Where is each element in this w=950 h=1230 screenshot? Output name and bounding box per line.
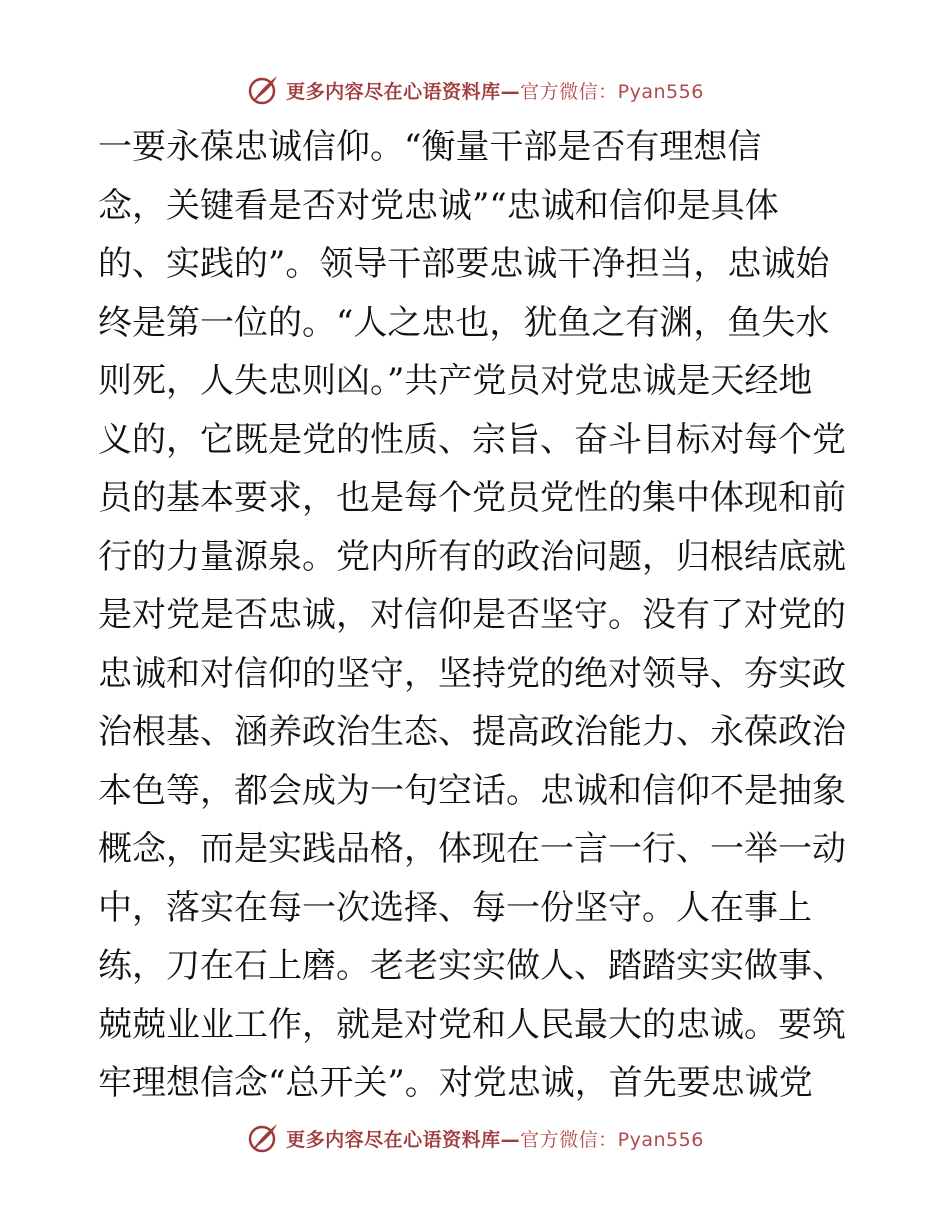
text-line: 牢理想信念“总开关”。对党忠诚，首先要忠诚党 [98, 1063, 813, 1103]
header-wechat: 官方微信：Pyan556 [520, 80, 704, 103]
feather-quill-logo-icon [246, 73, 280, 107]
feather-quill-logo-icon [246, 1121, 280, 1155]
text-line: 终是第一位的。“人之忠也，犹鱼之有渊，鱼失水 [98, 302, 830, 343]
footer-separator: — [500, 1128, 521, 1151]
text-line: 本色等，都会成为一句空话。忠诚和信仰不是抽象 [98, 770, 846, 811]
text-line: 的、实践的”。领导干部要忠诚干净担当，忠诚始 [98, 244, 830, 284]
text-line: 一要永葆忠诚信仰。“衡量干部是否有理想信 [98, 127, 762, 167]
text-line: 员的基本要求，也是每个党员党性的集中体现和前 [98, 478, 846, 518]
text-line: 概念，而是实践品格，体现在一言一行、一举一动 [98, 829, 846, 869]
footer-wechat: 官方微信：Pyan556 [520, 1128, 704, 1151]
header-site-name: 更多内容尽在心语资料库 [286, 80, 501, 103]
header-text [286, 77, 704, 104]
document-body [98, 118, 858, 1113]
text-line: 义的，它既是党的性质、宗旨、奋斗目标对每个党 [98, 419, 846, 460]
footer-text [286, 1125, 704, 1152]
text-line: 兢兢业业工作，就是对党和人民最大的忠诚。要筑 [98, 1004, 846, 1045]
text-line: 行的力量源泉。党内所有的政治问题，归根结底就 [98, 536, 846, 577]
text-line: 治根基、涵养政治生态、提高政治能力、永葆政治 [98, 712, 846, 752]
text-line: 则死，人失忠则凶。”共产党员对党忠诚是天经地 [98, 361, 813, 401]
footer-site-name: 更多内容尽在心语资料库 [286, 1128, 501, 1151]
text-line: 念，关键看是否对党忠诚”“忠诚和信仰是具体 [98, 185, 779, 226]
text-line: 中，落实在每一次选择、每一份坚守。人在事上 [98, 887, 812, 928]
text-line: 忠诚和对信仰的坚守，坚持党的绝对领导、夯实政 [98, 653, 846, 694]
text-line: 是对党是否忠诚，对信仰是否坚守。没有了对党的 [98, 595, 846, 635]
text-line: 练，刀在石上磨。老老实实做人、踏踏实实做事、 [98, 946, 846, 986]
header-separator: — [500, 80, 521, 103]
header-banner [0, 70, 950, 110]
footer-banner [0, 1118, 950, 1158]
